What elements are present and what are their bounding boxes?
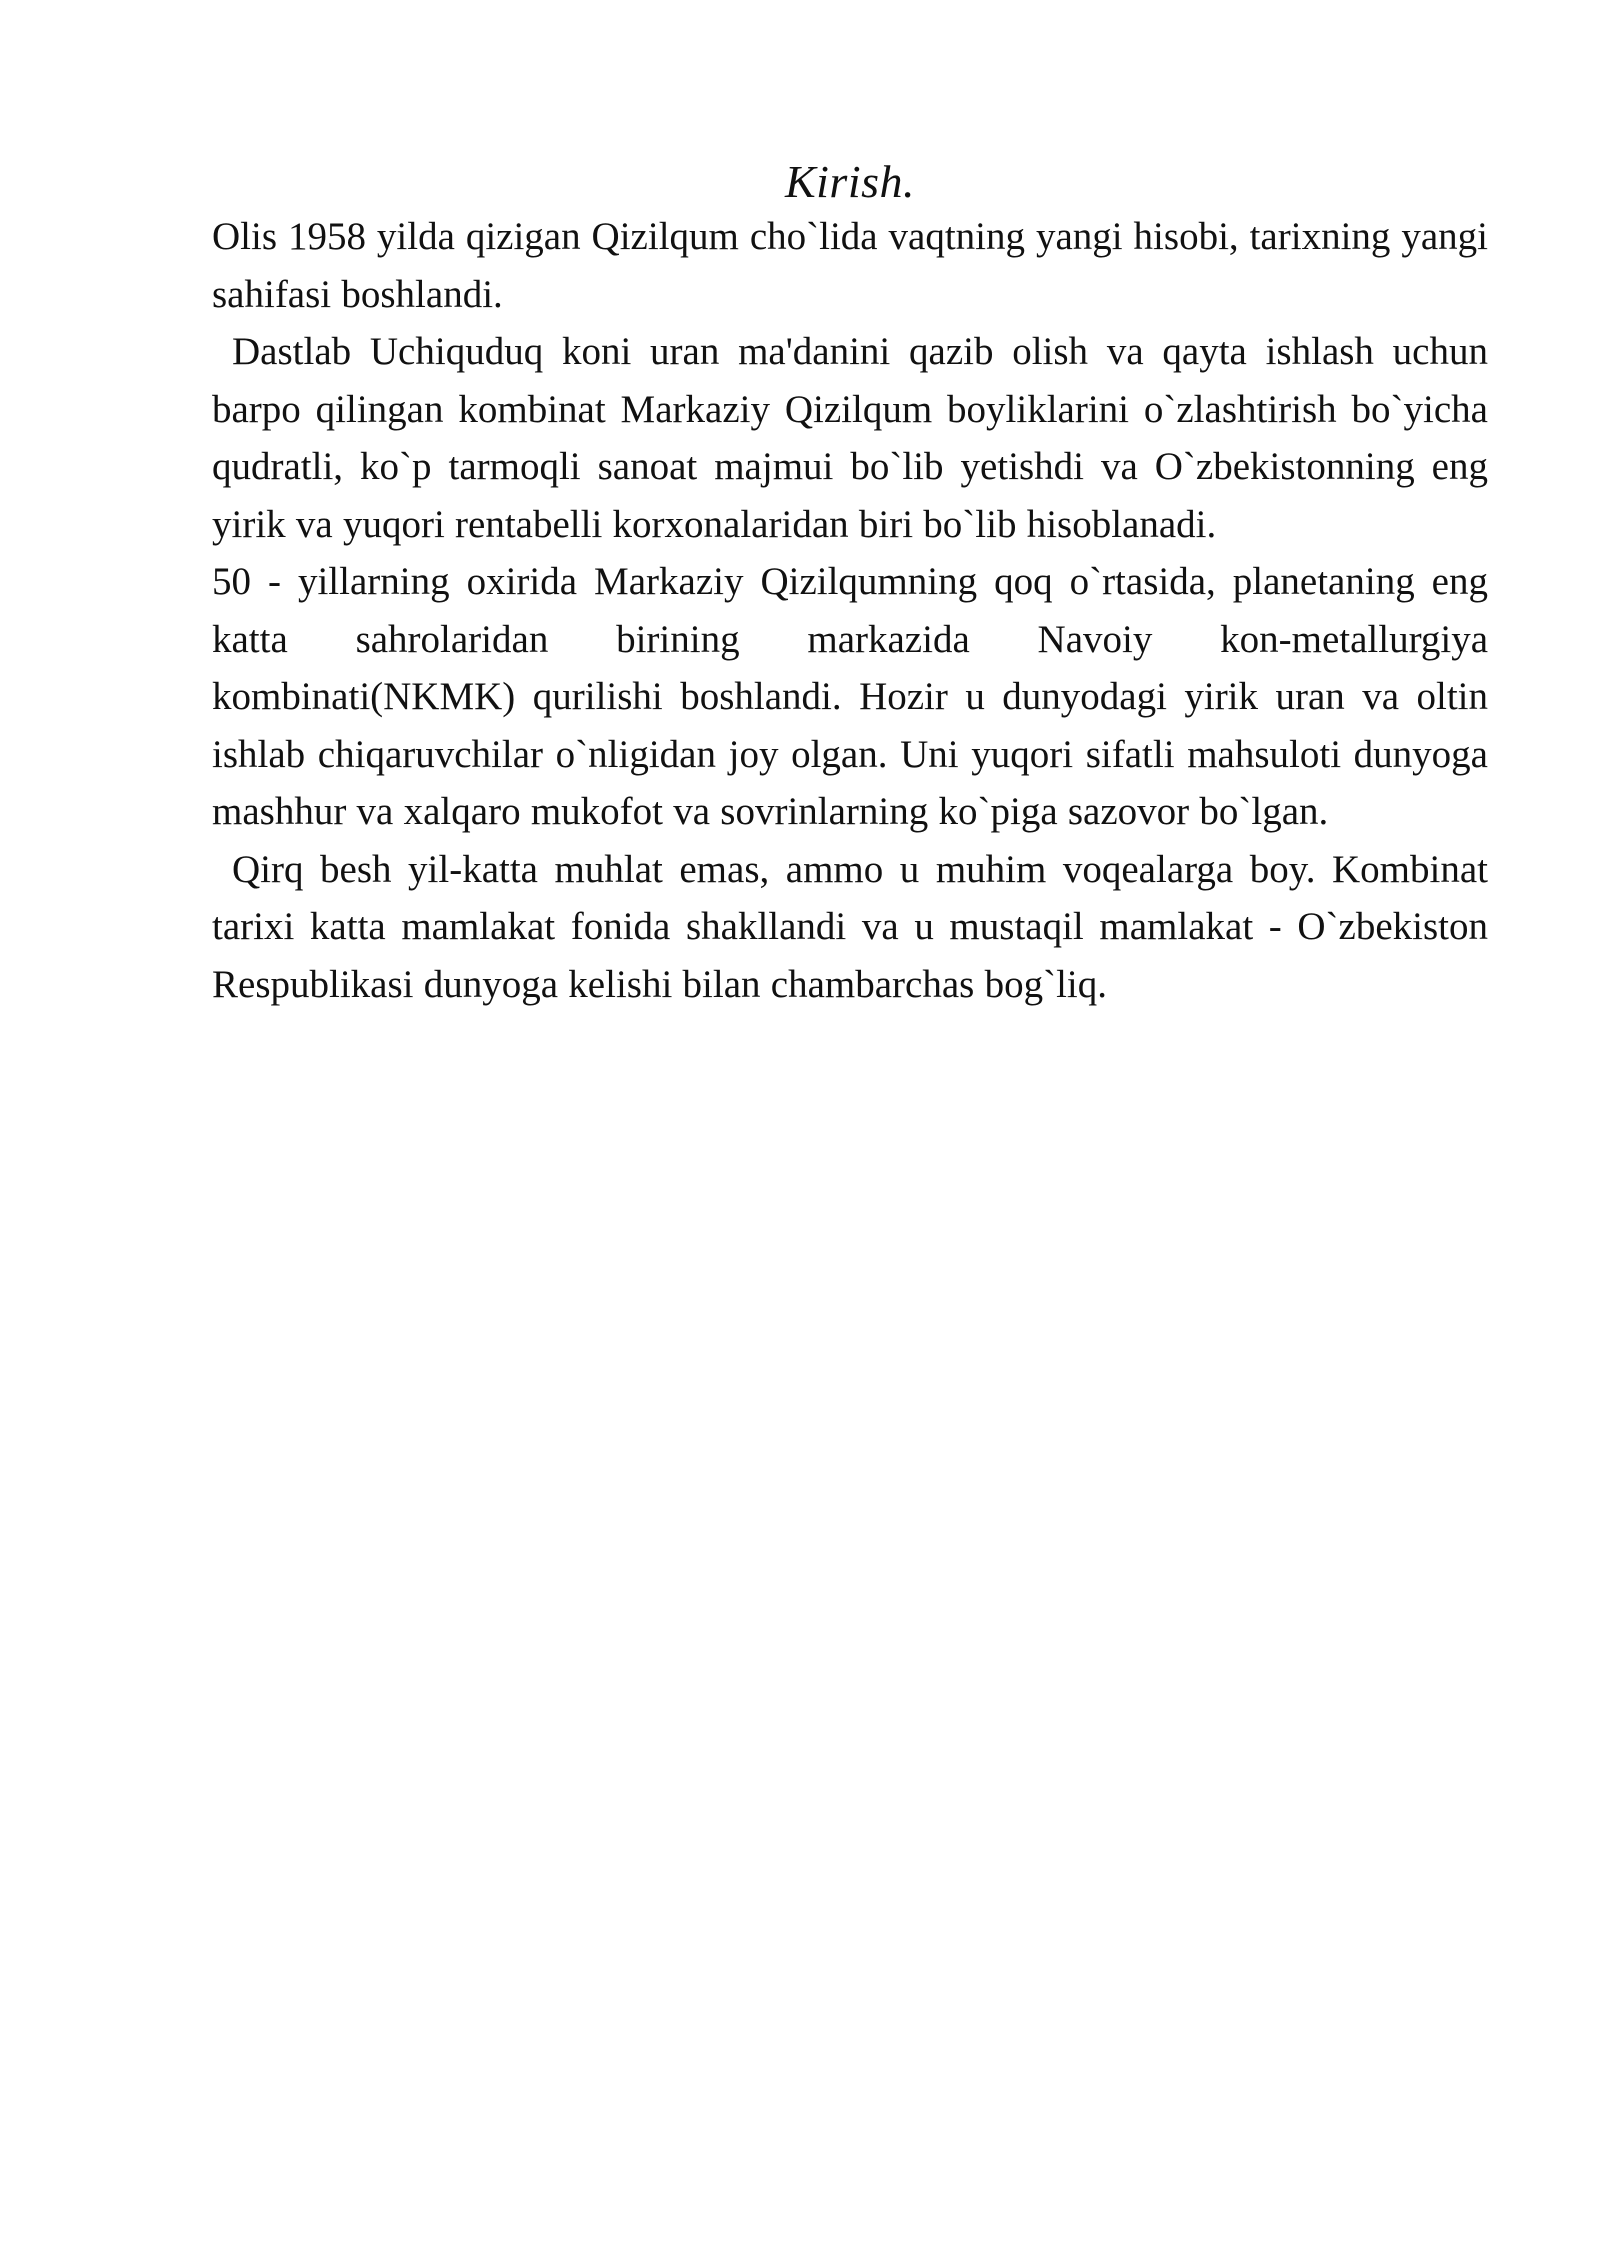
paragraph-1: Olis 1958 yilda qizigan Qizilqum cho`lida vaqtning yangi hisobi, tarixning yangi sahifasi boshlandi. xyxy=(212,215,1488,316)
document-page xyxy=(212,150,1488,1013)
document-title: Kirish. xyxy=(784,156,916,207)
paragraph-4: Qirq besh yil-katta muhlat emas, ammo u muhim voqealarga boy. Kombinat tarixi katta mamlakat fonida shakllandi va u mustaqil mamlakat - O`zbekiston Respublikasi dunyoga kelishi bilan chambarchas bog`liq. xyxy=(212,847,1488,1006)
paragraph-3: 50 - yillarning oxirida Markaziy Qizilqumning qoq o`rtasida, planetaning eng katta sahrolaridan birining markazida Navoiy kon-metallurgiya kombinati(NKMK) qurilishi boshlandi. Hozir u dunyodagi yirik uran va oltin ishlab chiqaruvchilar o`nligidan joy olgan. Uni yuqori sifatli mahsuloti dunyoga mashhur va xalqaro mukofot va sovrinlarning ko`piga sazovor bo`lgan. xyxy=(212,560,1488,833)
paragraph-2: Dastlab Uchiquduq koni uran ma'danini qazib olish va qayta ishlash uchun barpo qilingan kombinat Markaziy Qizilqum boyliklarini o`zlashtirish bo`yicha qudratli, ko`p tarmoqli sanoat majmui bo`lib yetishdi va O`zbekistonning eng yirik va yuqori rentabelli korxonalaridan biri bo`lib hisoblanadi. xyxy=(212,330,1488,546)
